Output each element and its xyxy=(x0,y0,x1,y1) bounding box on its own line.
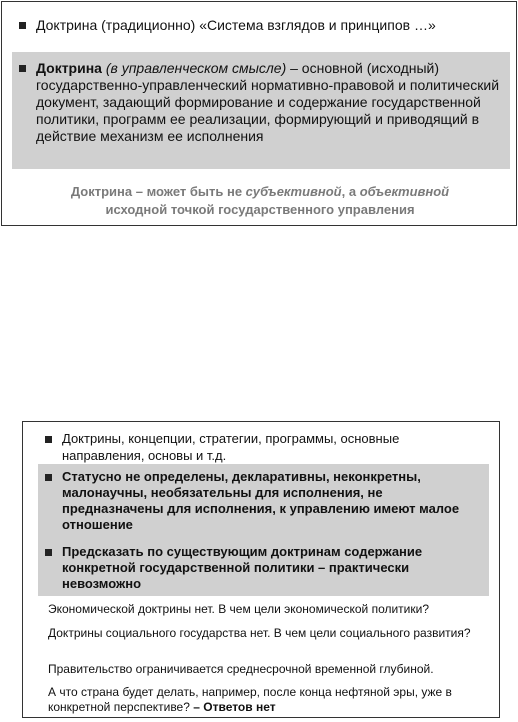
bullet-traditional-definition xyxy=(19,16,509,35)
note-line-1 xyxy=(2,183,518,200)
note-text: Доктрина – может быть не xyxy=(70,184,246,199)
square-bullet-icon xyxy=(45,436,52,443)
bullet-unpredictable xyxy=(45,544,485,592)
paragraph-economic: Экономической доктрины нет. В чем цели экономической политики? xyxy=(48,602,430,616)
paragraph-oil-era xyxy=(48,685,493,715)
question-text: А что страна будет делать, например, после конца нефтяной эры, уже в конкретной перспективе? xyxy=(48,685,452,714)
square-bullet-icon xyxy=(45,474,52,481)
definition: – основной (исходный) государственно-управленческий нормативно-правовой и политический документ, задающий формирование и содержание государственной политики, программ ее реализации, формирующий и приводящий в действие механизм ее исполнения xyxy=(36,60,500,144)
bullet-text: Предсказать по существующим доктринам содержание конкретной государственной политики – практически невозможно xyxy=(62,544,423,591)
note-text: , а xyxy=(341,184,360,199)
bullet-text xyxy=(36,60,506,145)
answer-text: – Ответов нет xyxy=(193,700,276,714)
bullet-text: Статусно не определены, декларативны, неконкретны, малонаучны, необязательны для исполнения, не предназначены для исполнения, к управлению имеют малое отношение xyxy=(62,469,460,532)
qualifier: (в управленческом смысле) xyxy=(105,60,287,76)
slide-doctrine-critique xyxy=(22,421,500,718)
term: Доктрина xyxy=(36,60,102,76)
slide-doctrine-definition xyxy=(1,1,517,226)
bullet-text: Доктрина (традиционно) «Система взглядов и принципов …» xyxy=(36,17,436,33)
paragraph-government: Правительство ограничивается среднесрочной временной глубиной. xyxy=(48,662,434,676)
note-subjective: субъективной xyxy=(245,184,342,199)
note-objective: объективной xyxy=(359,184,450,199)
square-bullet-icon xyxy=(45,549,52,556)
bullet-managerial-definition xyxy=(19,60,506,145)
square-bullet-icon xyxy=(19,65,26,72)
note-line-2: исходной точкой государственного управления xyxy=(105,202,415,217)
paragraph-social: Доктрины социального государства нет. В чем цели социального развития? xyxy=(48,626,471,640)
square-bullet-icon xyxy=(19,22,26,29)
bullet-text: Доктрины, концепции, стратегии, программы, основные направления, основы и т.д. xyxy=(62,431,400,463)
bullet-status-undefined xyxy=(45,469,485,533)
bullet-document-types xyxy=(45,430,485,464)
